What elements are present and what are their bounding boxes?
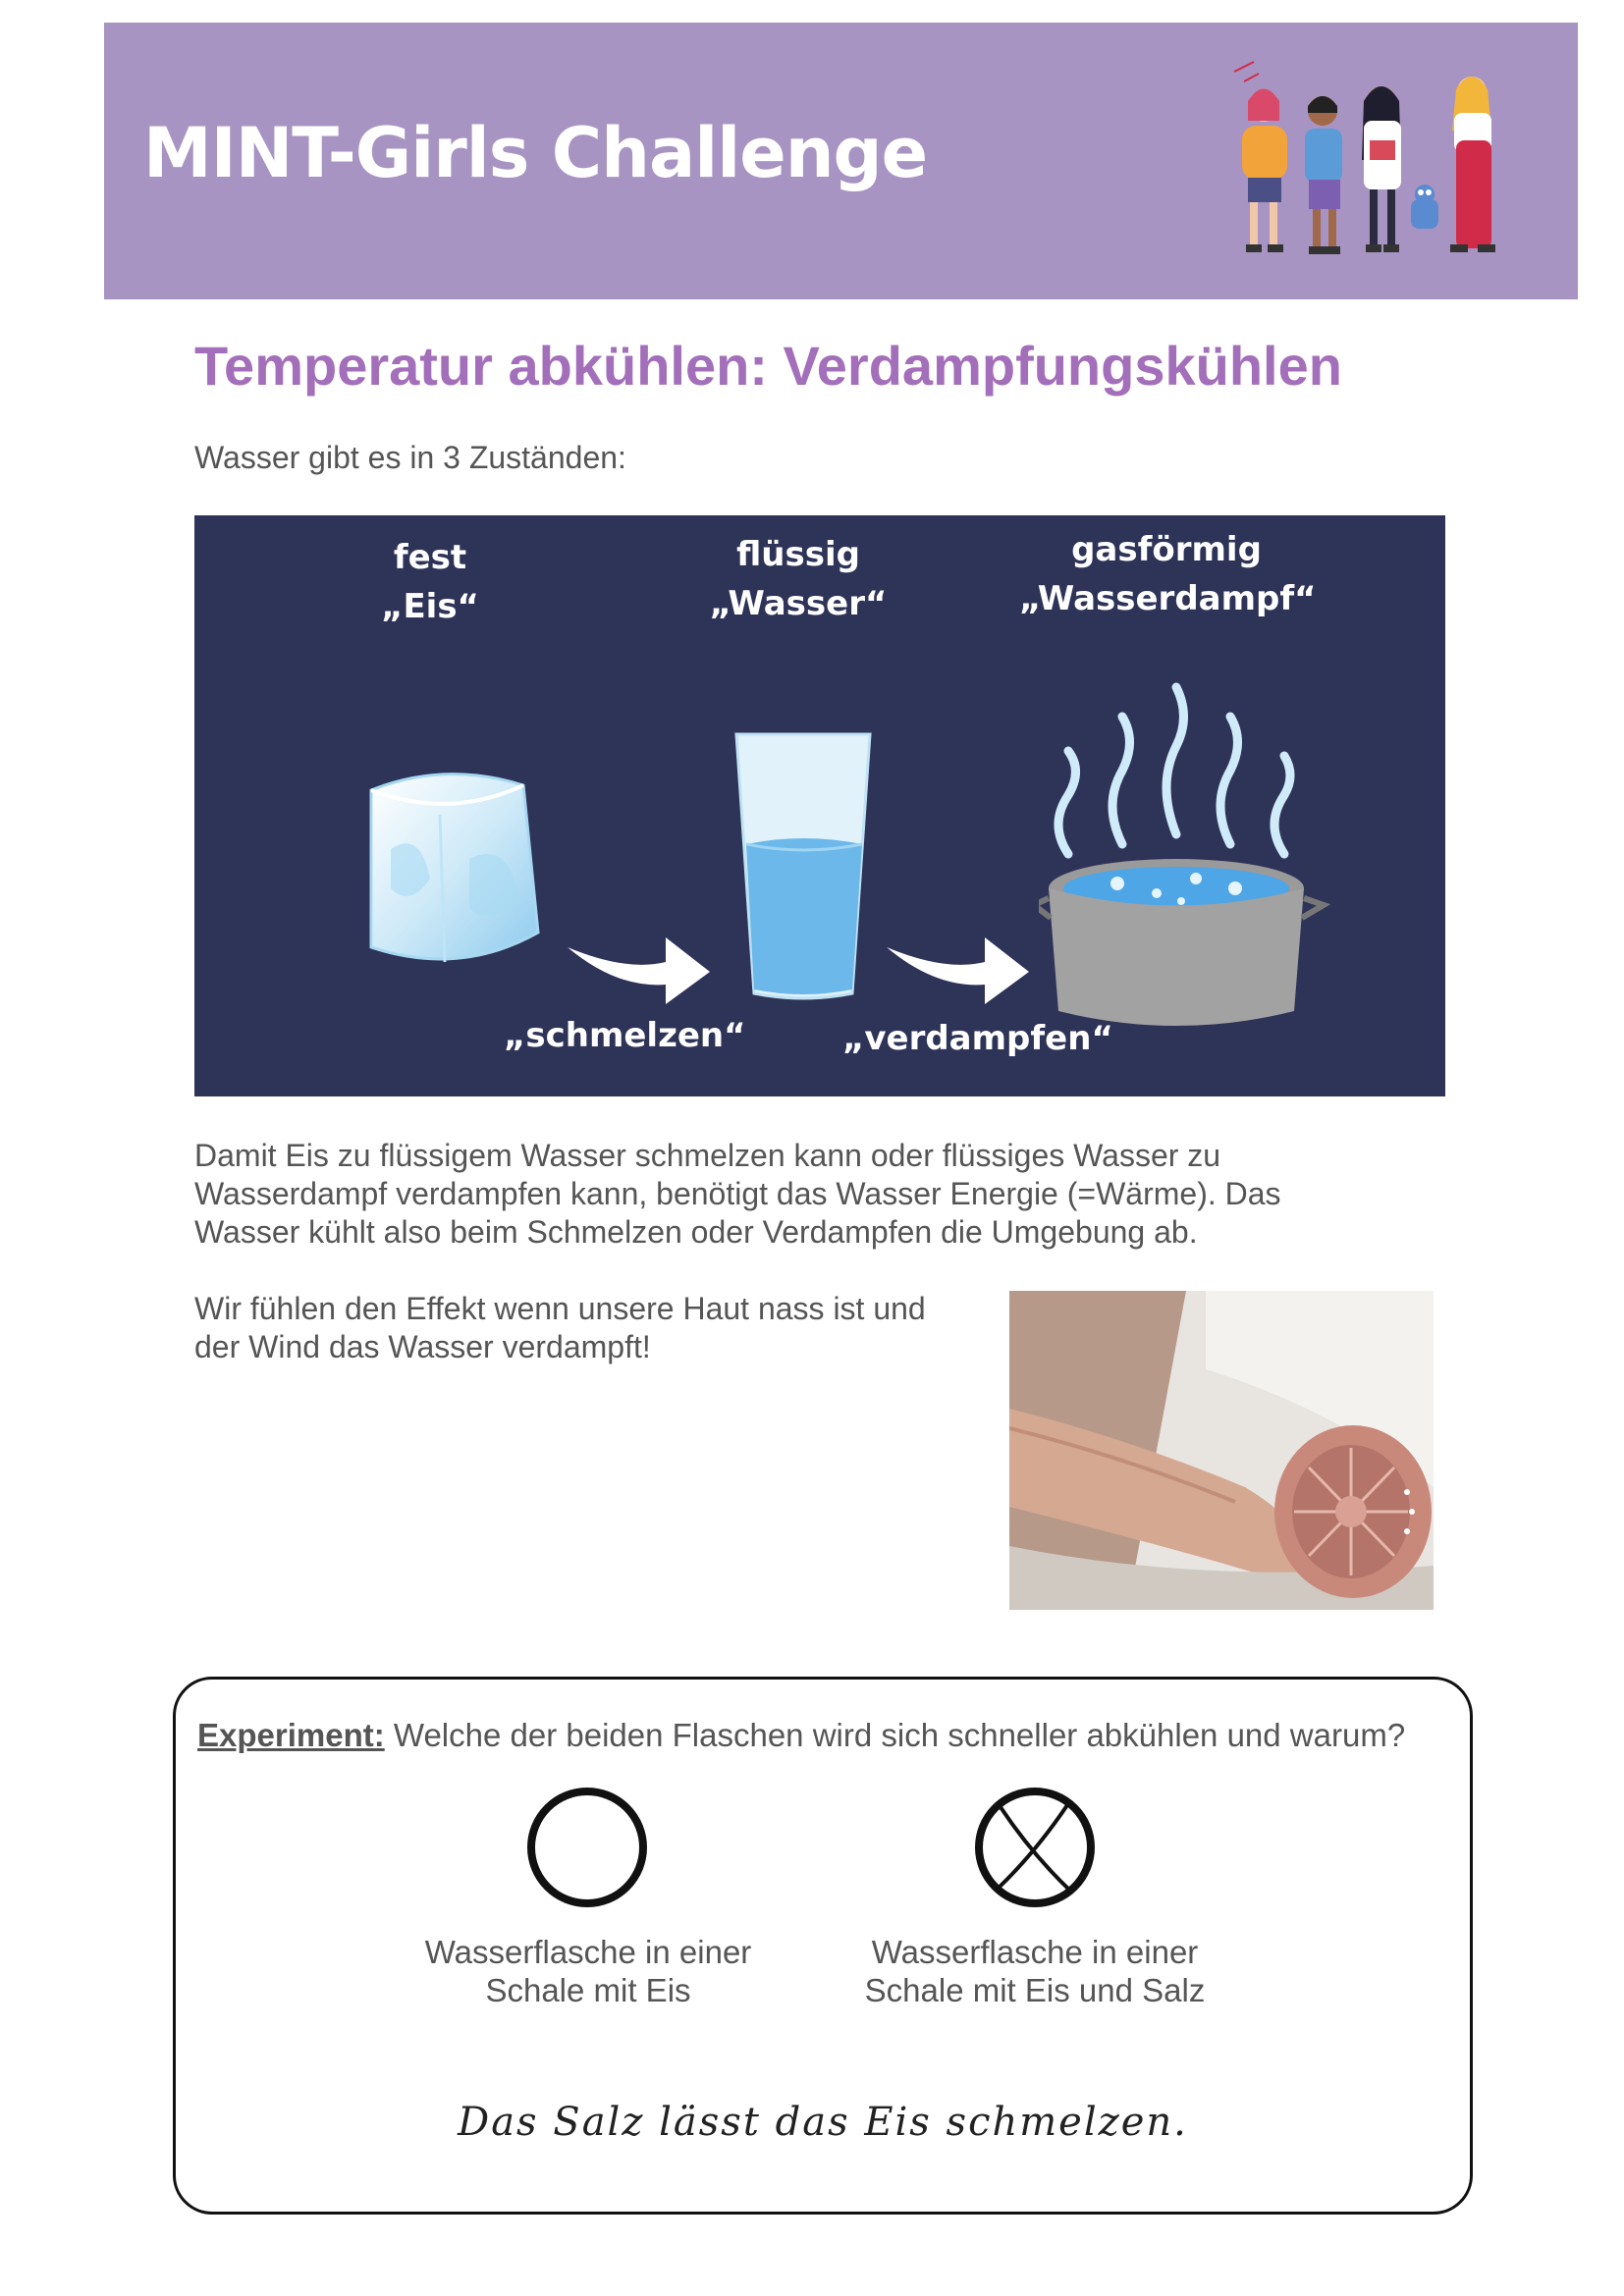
option-ice-line: Schale mit Eis (485, 1972, 691, 2008)
arrow-icon (568, 928, 715, 1006)
state-liquid-name: flüssig (736, 535, 860, 574)
handwritten-answer: Das Salz lässt das Eis schmelzen. (458, 2100, 1188, 2145)
crossed-circle-icon[interactable] (973, 1786, 1097, 1909)
state-gas-alias: „Wasserdampf“ (1019, 579, 1317, 618)
state-gas-name: gasförmig (1071, 530, 1262, 569)
steaming-pot-icon (1039, 677, 1333, 1070)
option-ice (382, 1933, 794, 2009)
paragraph-line: der Wind das Wasser verdampft! (194, 1329, 651, 1364)
state-solid-name: fest (393, 538, 467, 577)
option-ice-salt-line: Schale mit Eis und Salz (864, 1972, 1206, 2008)
experiment-question-text: Welche der beiden Flaschen wird sich schneller abkühlen und warum? (384, 1717, 1406, 1753)
paragraph-line: Wir fühlen den Effekt wenn unsere Haut nass ist und (194, 1291, 926, 1326)
girls-illustration (1215, 52, 1529, 278)
paragraph-line: Wasserdampf verdampfen kann, benötigt das Wasser Energie (=Wärme). Das (194, 1176, 1281, 1211)
experiment-box (173, 1677, 1473, 2215)
intro-text: Wasser gibt es in 3 Zuständen: (194, 440, 626, 475)
water-glass-icon (725, 726, 882, 1006)
option-ice-salt-line: Wasserflasche in einer (871, 1934, 1199, 1970)
state-liquid (690, 530, 906, 628)
experiment-question (197, 1717, 1405, 1754)
option-ice-salt (819, 1933, 1251, 2009)
paragraph-effect (194, 1290, 926, 1366)
header-title: MINT-Girls Challenge (143, 113, 928, 193)
paragraph-line: Wasser kühlt also beim Schmelzen oder Verdampfen die Umgebung ab. (194, 1214, 1198, 1250)
process-evaporating: „verdampfen“ (842, 1019, 1113, 1058)
states-of-water-diagram (194, 515, 1445, 1096)
arrow-icon (887, 928, 1034, 1006)
experiment-label: Experiment: (197, 1717, 385, 1753)
ice-cube-icon (332, 761, 558, 987)
state-gas (1019, 525, 1317, 623)
header-banner (104, 23, 1578, 299)
empty-circle-icon[interactable] (525, 1786, 649, 1909)
page-heading: Temperatur abkühlen: Verdampfungskühlen (194, 335, 1342, 397)
state-solid-alias: „Eis“ (381, 587, 479, 626)
state-solid (332, 533, 528, 631)
option-ice-line: Wasserflasche in einer (424, 1934, 752, 1970)
process-melting: „schmelzen“ (504, 1016, 746, 1055)
paragraph-energy (194, 1137, 1281, 1252)
fan-photo (1009, 1291, 1434, 1610)
paragraph-line: Damit Eis zu flüssigem Wasser schmelzen kann oder flüssiges Wasser zu (194, 1138, 1221, 1173)
state-liquid-alias: „Wasser“ (709, 584, 888, 623)
